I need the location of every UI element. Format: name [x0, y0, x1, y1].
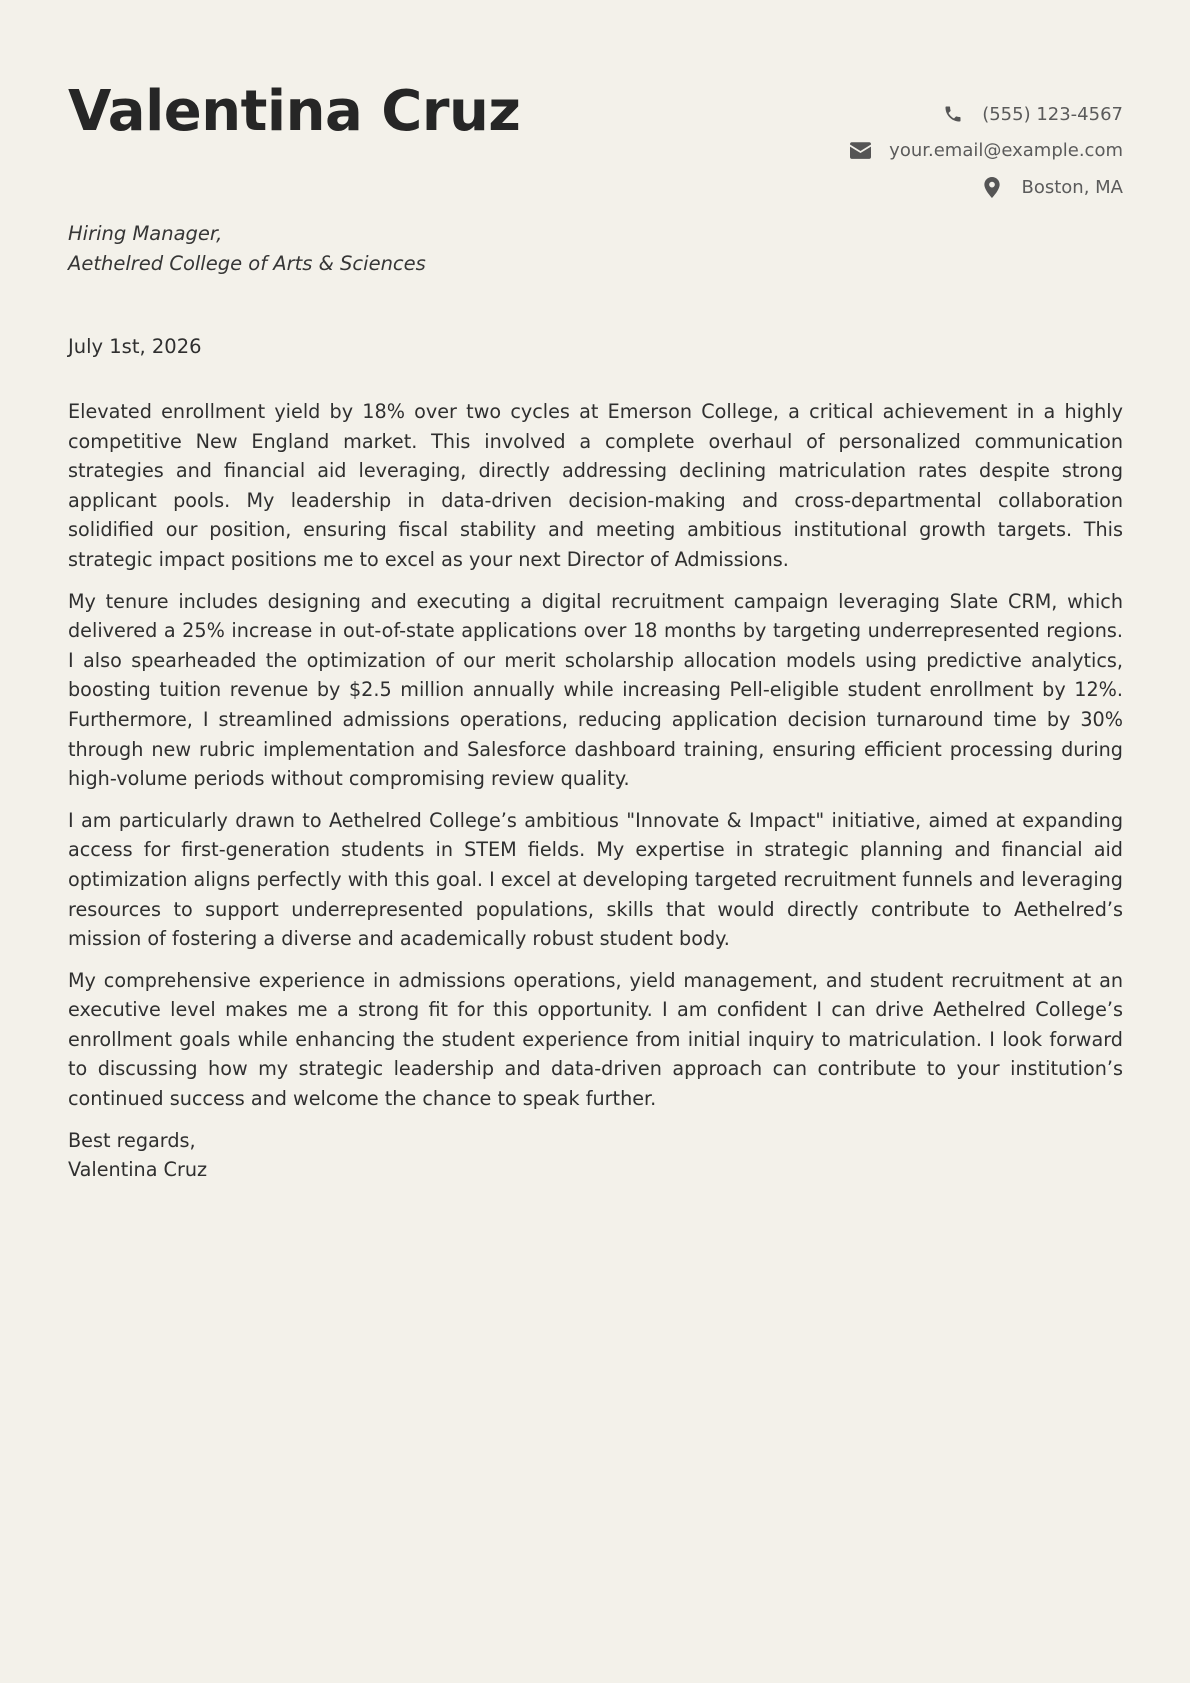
closing-block [68, 1126, 1123, 1185]
phone-icon [942, 103, 964, 125]
letter-header [68, 0, 1123, 210]
body-paragraph: My tenure includes designing and executing a digital recruitment campaign leveraging Slate CRM, which delivered a 25% increase in out-of-state applications over 18 months by targeting underrepresented regions. I also spearheaded the optimization of our merit scholarship allocation models using predictive analytics, boosting tuition revenue by $2.5 million annually while increasing Pell-eligible student enrollment by 12%. Furthermore, I streamlined admissions operations, reducing application decision turnaround time by 30% through new rubric implementation and Salesforce dashboard training, ensuring efficient processing during high-volume periods without compromising review quality. [68, 589, 1123, 791]
envelope-icon [849, 140, 871, 162]
letter-date: July 1st, 2026 [68, 335, 202, 358]
recipient-organization: Aethelred College of Arts & Sciences [68, 252, 426, 275]
map-pin-icon [981, 176, 1003, 198]
contact-location [849, 169, 1123, 206]
location: Boston, MA [1021, 176, 1123, 198]
phone-number: (555) 123-4567 [982, 103, 1123, 125]
body-paragraph: My comprehensive experience in admissions operations, yield management, and student recruitment at an executive level makes me a strong fit for this opportunity. I am confident I can drive Aethelred College’s enrollment goals while enhancing the student experience from initial inquiry to matriculation. I look forward to discussing how my strategic leadership and data-driven approach can contribute to your institution’s continued success and welcome the chance to speak further. [68, 968, 1123, 1111]
contact-phone [849, 96, 1123, 133]
body-paragraph: Elevated enrollment yield by 18% over two cycles at Emerson College, a critical achievement in a highly competitive New England market. This involved a complete overhaul of personalized communication strategies and financial aid leveraging, directly addressing declining matriculation rates despite strong applicant pools. My leadership in data-driven decision-making and cross-departmental collaboration solidified our position, ensuring fiscal stability and meeting ambitious institutional growth targets. This strategic impact positions me to excel as your next Director of Admissions. [68, 400, 1123, 571]
email-address: your.email@example.com [889, 140, 1123, 162]
recipient-block [68, 219, 426, 279]
cover-letter [68, 0, 1123, 1683]
signature-name: Valentina Cruz [68, 1158, 208, 1182]
sender-name: Valentina Cruz [68, 79, 521, 144]
closing-salutation: Best regards, [68, 1128, 196, 1152]
body-paragraph: I am particularly drawn to Aethelred College’s ambitious "Innovate & Impact" initiative, aimed at expanding access for first-generation students in STEM fields. My expertise in strategic planning and financial aid optimization aligns perfectly with this goal. I excel at developing targeted recruitment funnels and leveraging resources to support underrepresented populations, skills that would directly contribute to Aethelred’s mission of fostering a diverse and academically robust student body. [68, 808, 1123, 951]
letter-body [68, 397, 1123, 1185]
contact-email [849, 133, 1123, 170]
recipient-title: Hiring Manager, [68, 222, 223, 245]
contact-info [849, 96, 1123, 206]
